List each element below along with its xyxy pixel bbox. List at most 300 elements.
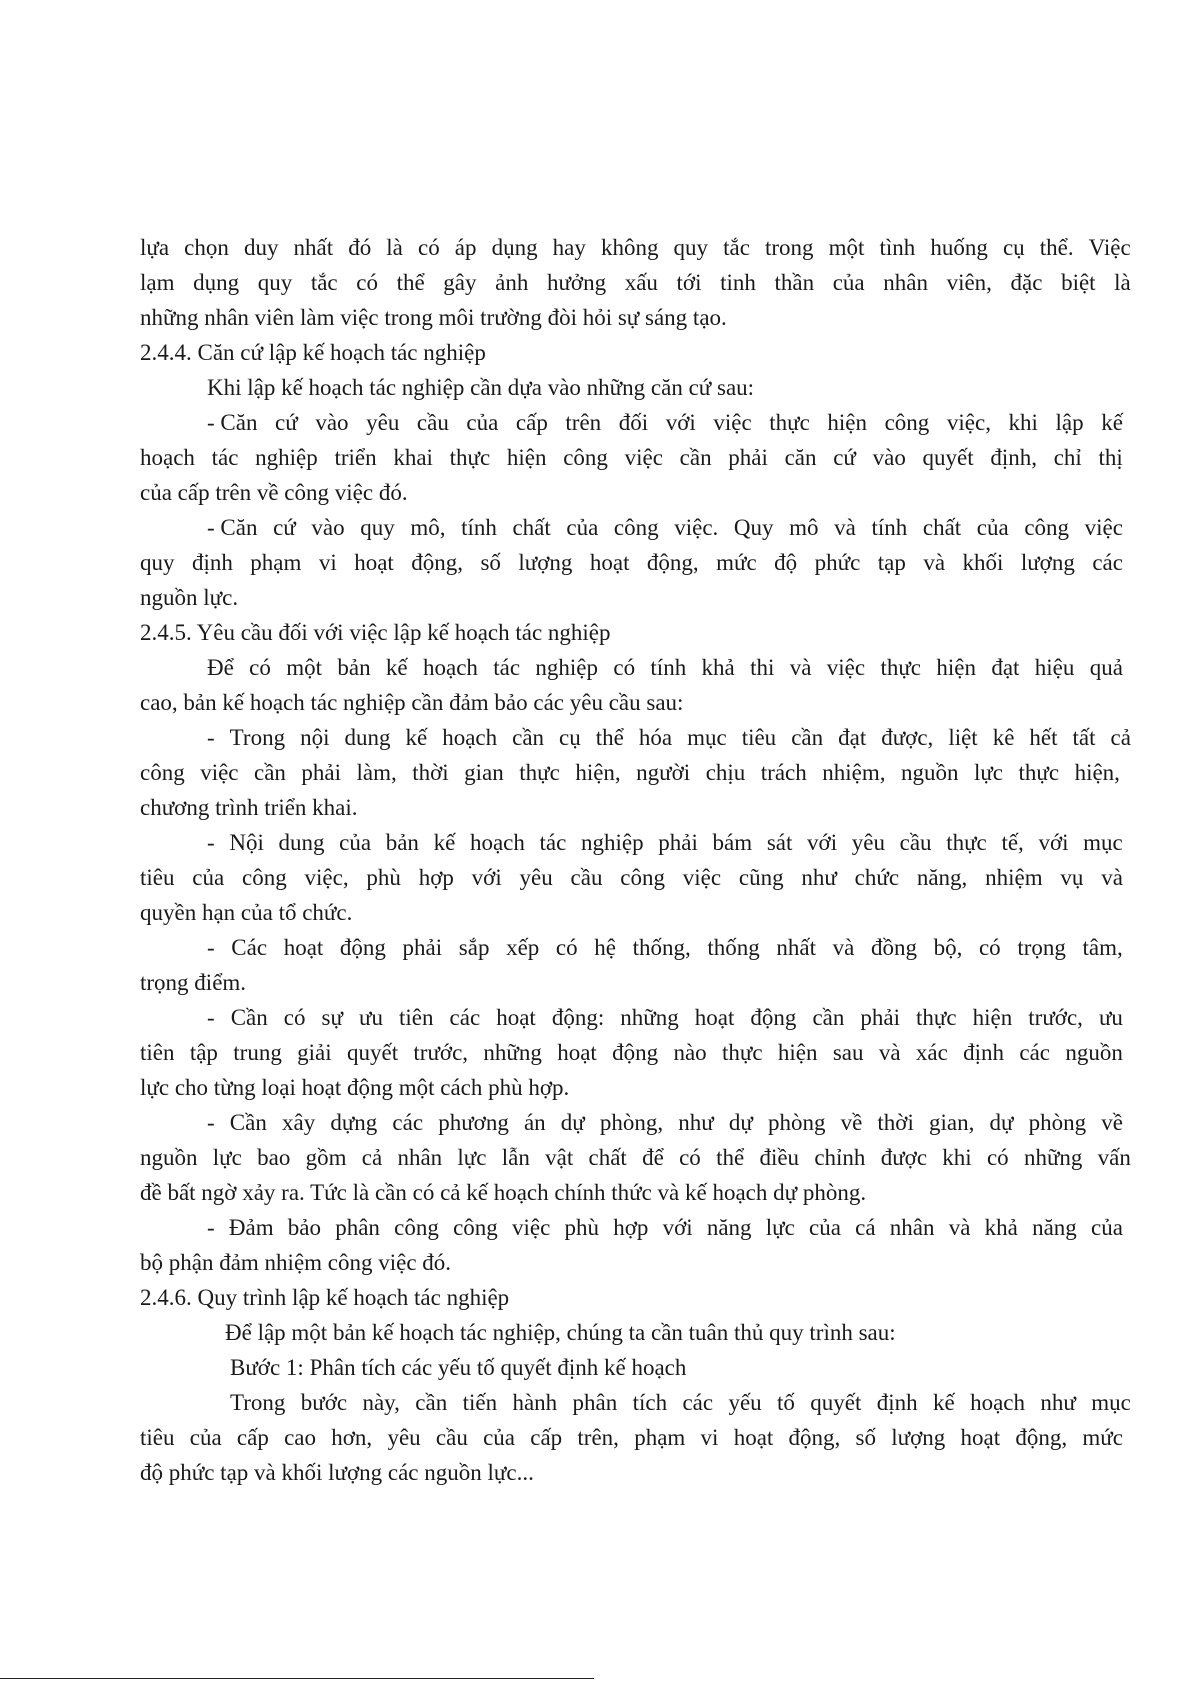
- word: tiên: [399, 1005, 434, 1030]
- word: kế: [933, 1390, 955, 1415]
- word: định,: [990, 445, 1037, 470]
- word: công: [620, 865, 665, 890]
- word: cầu: [435, 1425, 468, 1450]
- word: thống: [707, 935, 760, 960]
- word: của: [809, 1215, 841, 1240]
- line-text: nguồn lực.: [140, 585, 239, 610]
- word: phù: [564, 1215, 599, 1240]
- word: triển: [334, 445, 377, 470]
- word: biệt: [1061, 270, 1096, 295]
- text-line: [140, 1420, 1123, 1455]
- word: hoạt: [733, 1425, 774, 1450]
- word: lực: [212, 1145, 242, 1170]
- word: vi: [318, 550, 337, 575]
- word: kế: [433, 830, 456, 855]
- word: vụ: [1060, 865, 1084, 890]
- word: giải: [297, 1040, 332, 1065]
- word: hay: [552, 235, 586, 260]
- word: thực: [519, 760, 560, 785]
- word: hoạch: [140, 445, 195, 470]
- word: hoạt: [557, 1040, 597, 1065]
- bullet-line: [207, 1210, 1123, 1245]
- bullet-line: [207, 510, 1123, 545]
- word: công: [242, 865, 287, 890]
- word: cần: [254, 760, 286, 785]
- word: không: [600, 235, 659, 260]
- word: sát: [766, 830, 793, 855]
- word: Các: [231, 935, 268, 960]
- word: tiên: [140, 1040, 175, 1065]
- word: mô,: [410, 515, 446, 540]
- word: hoạt: [589, 550, 630, 575]
- word: chất: [512, 515, 551, 540]
- word: phải: [728, 445, 768, 470]
- word: cao: [284, 1425, 317, 1450]
- word: -: [207, 725, 215, 750]
- word: với: [471, 865, 502, 890]
- word: nhất: [776, 935, 816, 960]
- line-text: những nhân viên làm việc trong môi trường đòi hỏi sự sáng tạo.: [140, 305, 727, 330]
- word: hiện,: [1074, 760, 1120, 785]
- word: công: [1024, 515, 1070, 540]
- word: tạp: [877, 550, 906, 575]
- word: hơn,: [331, 1425, 373, 1450]
- word: kế: [405, 725, 428, 750]
- word: thực: [722, 1040, 763, 1065]
- line-text: cao, bản kế hoạch tác nghiệp cần đảm bảo các yêu cầu sau:: [140, 690, 684, 715]
- word: phân: [335, 1215, 380, 1240]
- word: dự: [989, 1110, 1014, 1135]
- word: chỉnh: [814, 1145, 866, 1170]
- word: quyết: [810, 1390, 862, 1415]
- word: ưu: [359, 1005, 383, 1030]
- word: cứ: [273, 515, 296, 540]
- word: yêu: [851, 830, 885, 855]
- word: nội: [300, 725, 330, 750]
- word: năng: [1032, 1215, 1077, 1240]
- word: động: [612, 1040, 659, 1065]
- line-text: trọng điểm.: [140, 970, 247, 995]
- word: việc: [826, 655, 866, 680]
- word: tiêu: [140, 1425, 175, 1450]
- word: và: [834, 515, 856, 540]
- word: khai: [393, 445, 433, 470]
- word: tiến: [462, 1390, 498, 1415]
- heading-text: 2.4.6. Quy trình lập kế hoạch tác nghiệp: [140, 1285, 510, 1310]
- word: các: [682, 1390, 714, 1415]
- word: được,: [881, 725, 934, 750]
- word: mức: [716, 550, 757, 575]
- word: cụ: [1002, 235, 1025, 260]
- text-line: [140, 790, 1140, 825]
- word: có: [417, 235, 440, 260]
- word: khi: [942, 1145, 972, 1170]
- bullet-line: [207, 1105, 1123, 1140]
- word: thống,: [632, 935, 691, 960]
- word: hợp: [418, 865, 454, 890]
- word: tắc: [310, 270, 338, 295]
- word: vấn: [1097, 1145, 1131, 1170]
- word: hiện,: [575, 760, 621, 785]
- word: việc,: [946, 410, 991, 435]
- word: - Căn: [207, 515, 258, 540]
- word: chất: [588, 1145, 627, 1170]
- word: phức: [814, 550, 861, 575]
- word: xác: [915, 1040, 948, 1065]
- text-line: [140, 440, 1123, 475]
- word: Nội: [229, 830, 264, 855]
- word: chức: [854, 865, 900, 890]
- word: hưởng: [546, 270, 607, 295]
- word: công: [140, 760, 185, 785]
- word: các: [1092, 550, 1123, 575]
- text-line: [140, 1140, 1131, 1175]
- word: nhiệm,: [822, 760, 886, 785]
- word: đồng: [870, 935, 917, 960]
- word: dụng: [491, 235, 538, 260]
- word: của: [339, 830, 372, 855]
- word: bước: [300, 1390, 348, 1415]
- word: tiêu: [741, 725, 777, 750]
- word: tác: [539, 830, 567, 855]
- word: trọng: [1017, 935, 1066, 960]
- word: công: [884, 410, 930, 435]
- word: tập: [189, 1040, 218, 1065]
- text-line: [140, 685, 1140, 720]
- word: việc: [682, 865, 722, 890]
- word: thực: [1018, 760, 1060, 785]
- word: việc: [624, 445, 663, 470]
- word: Trong: [230, 1390, 286, 1415]
- word: cá: [855, 1215, 876, 1240]
- text-line: [207, 650, 1123, 685]
- section-heading-2-4-5: [140, 615, 1140, 650]
- word: như: [678, 1110, 714, 1135]
- word: của: [1090, 1215, 1123, 1240]
- word: việc.: [674, 515, 719, 540]
- word: việc,: [304, 865, 349, 890]
- step-text: Bước 1: Phân tích các yếu tố quyết định kế hoạch: [230, 1355, 687, 1380]
- text-line: [140, 545, 1123, 580]
- word: trong: [765, 235, 814, 260]
- word: động: [339, 935, 386, 960]
- word: công: [394, 1215, 439, 1240]
- word: -: [207, 935, 215, 960]
- word: nhân: [889, 1215, 935, 1240]
- word: thần: [774, 270, 815, 295]
- word: một: [286, 655, 323, 680]
- word: cứ: [275, 410, 298, 435]
- word: Việc: [1088, 235, 1131, 260]
- word: cần: [415, 1390, 448, 1415]
- bullet-line: [207, 405, 1123, 440]
- word: trên,: [577, 1425, 619, 1450]
- word: dựng: [330, 1110, 378, 1135]
- word: vật: [545, 1145, 574, 1170]
- word: các: [449, 1005, 481, 1030]
- word: độ: [774, 550, 798, 575]
- text-line: [140, 1315, 1140, 1350]
- word: thực: [449, 445, 491, 470]
- word: dự: [728, 1110, 753, 1135]
- word: quy: [257, 270, 293, 295]
- word: cầu: [570, 865, 603, 890]
- word: thời: [412, 760, 449, 785]
- word: vào: [315, 410, 349, 435]
- word: tính: [871, 515, 908, 540]
- word: phương: [438, 1110, 509, 1135]
- word: có: [249, 655, 271, 680]
- word: về: [1101, 1110, 1123, 1135]
- word: hóa: [638, 725, 673, 750]
- word: đối: [618, 410, 649, 435]
- word: khi: [1008, 410, 1038, 435]
- word: thể: [595, 725, 624, 750]
- bullet-line: [207, 1000, 1123, 1035]
- word: cũng: [738, 865, 784, 890]
- word: về: [840, 1110, 863, 1135]
- word: cấp: [236, 1425, 269, 1450]
- word: phải: [301, 760, 342, 785]
- word: với: [662, 1215, 693, 1240]
- word: hoạch: [442, 725, 498, 750]
- word: sắp: [458, 935, 490, 960]
- word: xấu: [624, 270, 658, 295]
- word: xếp: [506, 935, 540, 960]
- word: việc: [511, 1215, 551, 1240]
- line-text: đề bất ngờ xảy ra. Tức là cần có cả kế hoạch chính thức và kế hoạch dự phòng.: [140, 1180, 867, 1205]
- text-line: [140, 860, 1123, 895]
- word: tinh: [720, 270, 756, 295]
- word: nghiệp: [255, 445, 318, 470]
- word: vi: [700, 1425, 719, 1450]
- word: là: [1114, 270, 1131, 295]
- bullet-line: [207, 825, 1123, 860]
- word: trên: [565, 410, 602, 435]
- word: thể.: [1039, 235, 1074, 260]
- word: áp: [454, 235, 477, 260]
- word: và: [923, 550, 946, 575]
- text-line: [140, 300, 1140, 335]
- word: dung: [278, 830, 325, 855]
- word: của: [192, 865, 225, 890]
- word: khả: [701, 655, 735, 680]
- word: gây: [443, 270, 477, 295]
- page-body: [140, 230, 1140, 1490]
- word: nghiệp: [535, 655, 599, 680]
- word: năng: [706, 1215, 752, 1240]
- word: của: [483, 1425, 515, 1450]
- word: lẫn: [501, 1145, 530, 1170]
- word: hiện: [506, 445, 547, 470]
- word: lạm: [140, 270, 175, 295]
- word: của: [832, 270, 865, 295]
- word: tác: [493, 655, 521, 680]
- word: mô: [789, 515, 819, 540]
- word: là: [386, 235, 403, 260]
- word: và: [878, 1040, 901, 1065]
- line-text: độ phức tạp và khối lượng các nguồn lực...: [140, 1460, 534, 1485]
- word: gian,: [929, 1110, 975, 1135]
- word: gian: [464, 760, 504, 785]
- word: bảo: [287, 1215, 322, 1240]
- word: cầu: [416, 410, 449, 435]
- word: lựa: [140, 235, 170, 260]
- word: thi: [750, 655, 775, 680]
- word: lực: [765, 1215, 795, 1240]
- word: quả: [1089, 655, 1123, 680]
- word: - Căn: [207, 410, 258, 435]
- word: một: [828, 235, 865, 260]
- word: thể: [716, 1145, 745, 1170]
- word: phòng,: [599, 1110, 664, 1135]
- word: quyết: [922, 445, 974, 470]
- word: động:: [551, 1005, 605, 1030]
- line-text: Để lập một bản kế hoạch tác nghiệp, chúng ta cần tuân thủ quy trình sau:: [225, 1320, 896, 1345]
- word: cần: [679, 445, 712, 470]
- word: nhân: [883, 270, 928, 295]
- word: bám: [712, 830, 753, 855]
- word: phạm: [250, 550, 302, 575]
- word: hợp: [613, 1215, 649, 1240]
- word: hiện: [827, 410, 868, 435]
- word: hoạch: [422, 655, 478, 680]
- word: ưu: [1098, 1005, 1123, 1030]
- word: động,: [1015, 1425, 1068, 1450]
- word: số: [480, 550, 501, 575]
- word: -: [207, 1215, 215, 1240]
- word: bộ,: [933, 935, 963, 960]
- word: đó: [348, 235, 372, 260]
- text-line: [140, 1070, 1140, 1105]
- word: hoạt: [354, 550, 394, 575]
- text-line: [230, 1385, 1131, 1420]
- word: cần: [812, 1005, 845, 1030]
- word: trước,: [1028, 1005, 1083, 1030]
- word: thực: [916, 1005, 957, 1030]
- word: việc: [200, 760, 239, 785]
- word: phạm: [634, 1425, 686, 1450]
- word: chịu: [705, 760, 746, 785]
- word: Để: [207, 655, 234, 680]
- word: tế,: [1001, 830, 1024, 855]
- word: mức: [1082, 1425, 1123, 1450]
- word: quy: [360, 515, 395, 540]
- word: dự: [560, 1110, 585, 1135]
- text-line: [140, 265, 1131, 300]
- word: yêu: [387, 1425, 421, 1450]
- word: -: [207, 1110, 215, 1135]
- step-heading: [140, 1350, 1140, 1385]
- word: kế: [385, 655, 408, 680]
- word: để: [642, 1145, 664, 1170]
- text-line: [140, 475, 1140, 510]
- word: của: [189, 1425, 222, 1450]
- word: phòng: [1028, 1110, 1087, 1135]
- word: lượng: [518, 550, 573, 575]
- word: tới: [676, 270, 702, 295]
- word: trách: [760, 760, 807, 785]
- line-text: của cấp trên về công việc đó.: [140, 480, 408, 505]
- word: sau: [832, 1040, 864, 1065]
- word: công: [563, 445, 608, 470]
- word: động,: [788, 1425, 841, 1450]
- word: hoạt: [283, 935, 324, 960]
- word: mục: [1091, 1390, 1131, 1415]
- heading-text: 2.4.4. Căn cứ lập kế hoạch tác nghiệp: [140, 340, 486, 365]
- word: vào: [311, 515, 345, 540]
- word: bao: [257, 1145, 291, 1170]
- word: có: [978, 935, 1001, 960]
- word: Cần: [230, 1005, 268, 1030]
- word: nghiệp: [581, 830, 644, 855]
- word: cấp: [530, 1425, 563, 1450]
- word: phòng: [767, 1110, 826, 1135]
- word: yếu: [728, 1390, 762, 1415]
- word: kê: [992, 725, 1015, 750]
- word: cả: [361, 1145, 383, 1170]
- word: xây: [281, 1110, 316, 1135]
- word: năng,: [916, 865, 968, 890]
- word: căn: [784, 445, 817, 470]
- word: phân: [572, 1390, 618, 1415]
- word: dung: [344, 725, 391, 750]
- word: cầu: [899, 830, 932, 855]
- word: nhất: [293, 235, 334, 260]
- word: -: [207, 830, 215, 855]
- word: với: [665, 410, 696, 435]
- word: Đảm: [228, 1215, 274, 1240]
- word: mục: [687, 725, 727, 750]
- line-text: Khi lập kế hoạch tác nghiệp cần dựa vào những căn cứ sau:: [207, 375, 755, 400]
- section-heading-2-4-6: [140, 1280, 1140, 1315]
- word: phải: [402, 935, 443, 960]
- line-text: quyền hạn của tổ chức.: [140, 900, 353, 925]
- word: tất: [1072, 725, 1096, 750]
- word: cần: [791, 725, 824, 750]
- word: có: [679, 1145, 701, 1170]
- word: có: [283, 1005, 306, 1030]
- word: động: [750, 1005, 797, 1030]
- word: nguồn: [1065, 1040, 1123, 1065]
- word: cứ: [833, 445, 856, 470]
- word: nào: [673, 1040, 707, 1065]
- text-line: [140, 1455, 1140, 1490]
- word: lực: [973, 760, 1004, 785]
- text-line: [140, 965, 1140, 1000]
- text-line: [140, 230, 1131, 265]
- word: duy: [243, 235, 279, 260]
- word: hiện: [777, 1040, 818, 1065]
- word: công: [613, 515, 659, 540]
- word: huống: [930, 235, 988, 260]
- word: lượng: [1020, 550, 1075, 575]
- word: những: [483, 1040, 542, 1065]
- bullet-line: [207, 930, 1123, 965]
- word: đặc: [1010, 270, 1043, 295]
- text-line: [140, 580, 1140, 615]
- word: số: [855, 1425, 876, 1450]
- word: hệ: [594, 935, 616, 960]
- word: liệt: [948, 725, 978, 750]
- word: việc: [713, 410, 752, 435]
- word: Trong: [229, 725, 286, 750]
- word: chỉ: [1053, 445, 1082, 470]
- word: quy: [673, 235, 709, 260]
- text-line: [140, 1175, 1140, 1210]
- word: bản: [337, 655, 371, 680]
- word: hoạch: [469, 830, 525, 855]
